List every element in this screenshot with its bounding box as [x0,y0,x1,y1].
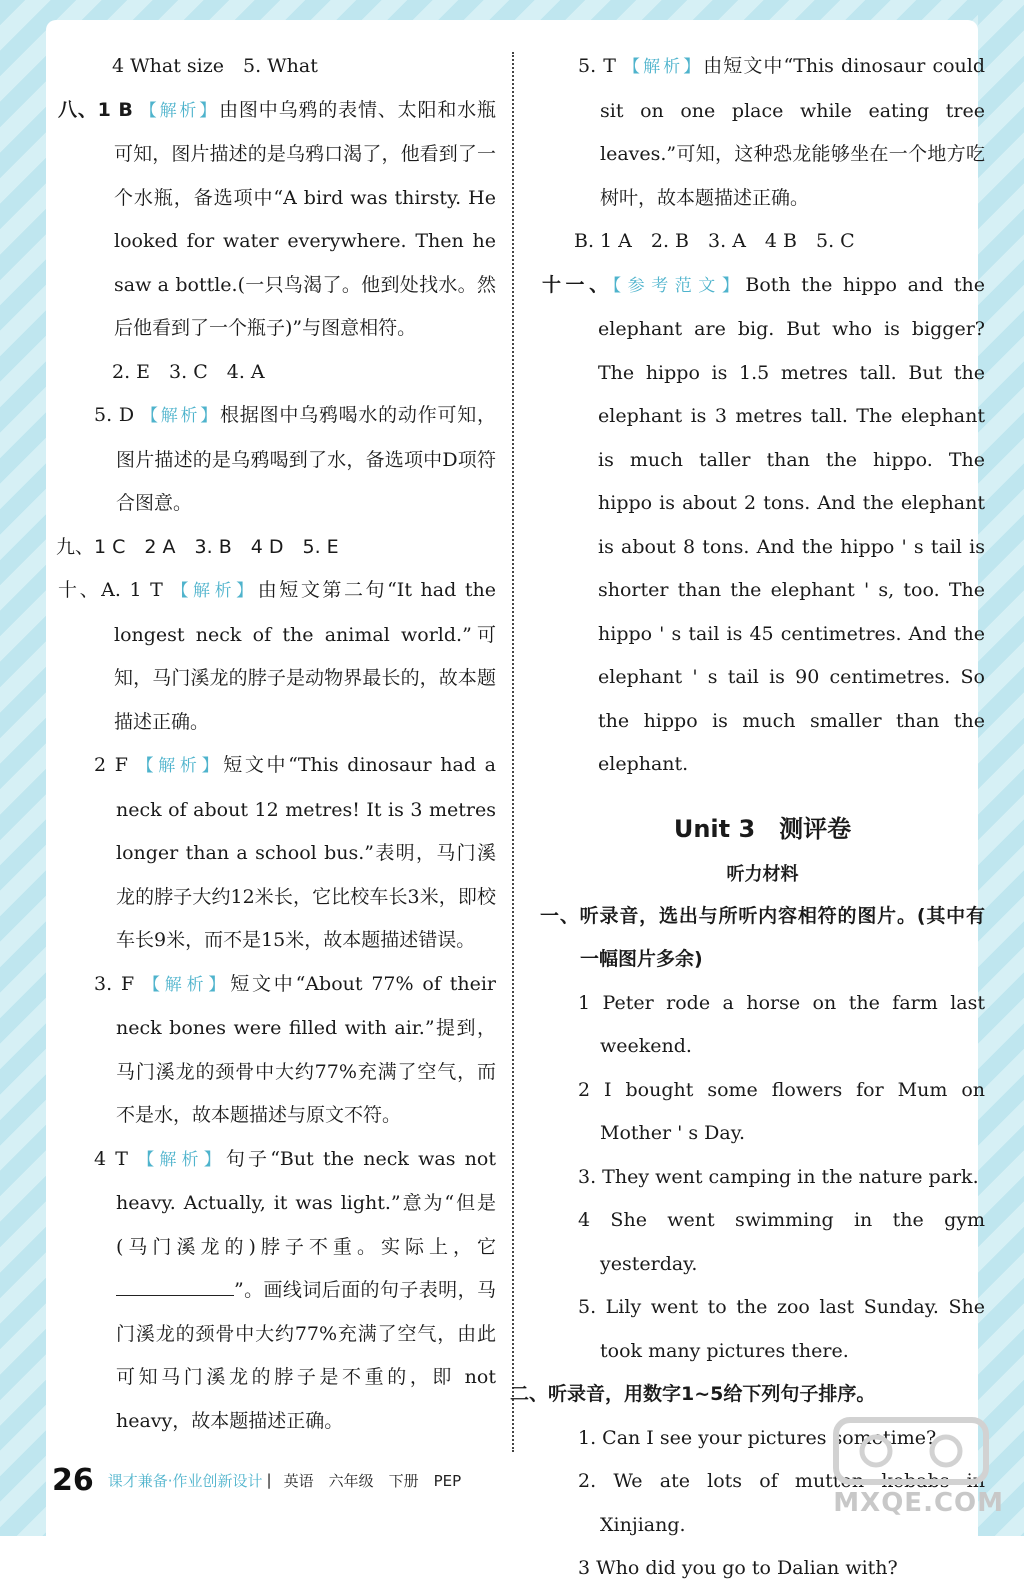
analysis-text: 句子“But the neck was not heavy. Actually, it was light.”意为“但是(马门溪龙的)脖子不重。实际上，它 [116,1147,496,1258]
series-name: 课才兼备·作业创新设计 [107,1471,263,1490]
analysis-text: 由短文第二句“It had the longest neck of the animal world.”可知，马门溪龙的脖子是动物界最长的，故本题描述正确。 [114,579,496,733]
analysis-tag: 【解析】 [139,100,220,121]
list-item [540,1069,985,1156]
right-column [510,45,986,1591]
page-footer [52,1460,461,1500]
list-item [540,1156,985,1200]
analysis-text: 短文中“About 77% of their neck bones were filled with air.”提到，马门溪龙的颈骨中大约77%充满了空气，而不是水，故本题描述与原文不符。 [116,972,496,1126]
analysis-tag: 【解析】 [136,756,224,776]
answer-label: 5. D [94,404,135,426]
book-meta: 英语 六年级 下册 PEP [283,1471,462,1490]
answer-text: 2. E 3. C 4. A [112,360,265,383]
column-divider [512,52,514,1452]
answer-line-10-b [540,220,985,264]
answer-label: 十、A. 1 T [58,579,163,601]
list-item-text: 2. We ate lots of mutton kebabs in Xinjiang. [578,1470,985,1536]
answer-label: 十一、 [542,273,613,296]
instruction-text: 二、听录音，用数字1~5给下列句子排序。 [510,1383,876,1405]
answer-text: B. 1 A 2. B 3. A 4 B 5. C [574,230,855,252]
answer-text: 4 What size 5. What [112,55,318,77]
model-essay-text: Both the hippo and the elephant are big. But who is bigger? The hippo is 1.5 metres tall. But the elephant is 3 metres tall. The elephant is much taller than the hippo. The hippo is about 2 tons. And the elephant is about 8 tons. And the hippo ' s tail is shorter than the elephant ' s, too. The hippo ' s tail is 45 centimetres. And the elephant ' s tail is 90 centimetres. So the hippo is much smaller than the elephant. [598,273,986,775]
answer-block-10-a4 [56,1138,496,1444]
watermark-text: MXQE.COM [833,1488,1004,1518]
answer-block-8-1 [56,89,496,351]
answer-block-10-a1 [56,569,496,744]
left-column [56,45,496,1443]
list-item-text: 3 Who did you go to Dalian with? [578,1557,898,1579]
list-item-text: 5. Lily went to the zoo last Sunday. She took many pictures there. [578,1296,985,1362]
model-essay-tag: 【参考范文】 [612,275,746,296]
answer-block-10-a2 [56,744,496,963]
analysis-text: 由图中乌鸦的表情、太阳和水瓶可知，图片描述的是乌鸦口渴了，他看到了一个水瓶，备选项中“A bird was thirsty. He looked for water everywhere. Then he saw a bottle.(一只鸟渴了。他到处找水。然后他看到了一个瓶子)”与图意相符。 [114,98,496,339]
answer-block-10-a5 [540,45,985,220]
page-number: 26 [52,1462,94,1498]
analysis-text: 短文中“This dinosaur had a neck of about 12 metres! It is 3 metres longer than a school bus.”表明，马门溪龙的脖子大约12米长，它比校车长3米，即校车长9米，而不是15米，故本题描述错误。 [116,754,497,951]
answer-block-10-a3 [56,963,496,1138]
list-item-text: 4 She went swimming in the gym yesterday. [578,1209,985,1275]
answer-block-8-5 [56,394,496,526]
analysis-tag: 【解析】 [171,581,258,601]
list-item-text: 2 I bought some flowers for Mum on Mother ' s Day. [578,1078,985,1144]
answer-label: 4 T [94,1147,128,1170]
answer-line-9 [56,526,496,570]
list-item-text: 1 Peter rode a horse on the farm last weekend. [578,991,985,1057]
analysis-text: 由短文中“This dinosaur could sit on one place while eating tree leaves.”可知，这种恐龙能够坐在一个地方吃树叶，故本题描述正确。 [600,55,985,209]
footer-separator: | [266,1471,272,1489]
analysis-tag: 【解析】 [143,974,231,995]
list-item-text: 3. They went camping in the nature park. [578,1165,979,1188]
list-item-text: 1. Can I see your pictures sometime? [578,1426,937,1449]
decorative-left-strip [0,0,46,1536]
model-essay-11 [540,264,985,787]
question-1-list [540,982,985,1374]
question-1-instruction [540,895,985,982]
answer-line-sizes [56,45,496,89]
answer-label: 八、1 B [58,98,133,121]
answer-label: 3. F [94,972,135,995]
list-item [540,1286,985,1373]
answer-label: 5. T [578,55,616,77]
underline-blank [116,1275,234,1296]
instruction-text: 一、听录音，选出与所听内容相符的图片。(其中有一幅图片多余) [540,904,985,970]
answer-line-8-2-4 [56,351,496,395]
analysis-text: ”。画线词后面的句子表明，马门溪龙的颈骨中大约77%充满了空气，由此可知马门溪龙的脖子是不重的，即 not heavy，故本题描述正确。 [116,1279,496,1432]
analysis-tag: 【解析】 [137,1149,226,1170]
answer-text: 九、1 C 2 A 3. B 4 D 5. E [56,535,339,558]
analysis-tag: 【解析】 [623,57,704,77]
analysis-text: 根据图中乌鸦喝水的动作可知，图片描述的是乌鸦喝到了水，备选项中D项符合图意。 [116,404,496,514]
question-2-instruction [510,1373,985,1417]
list-item [540,982,985,1069]
section-subtitle: 听力材料 [726,863,799,885]
analysis-tag: 【解析】 [140,406,221,426]
list-item [540,1547,985,1591]
answer-label: 2 F [94,754,128,776]
unit-title: Unit 3 测评卷 [673,814,852,843]
list-item [540,1199,985,1286]
